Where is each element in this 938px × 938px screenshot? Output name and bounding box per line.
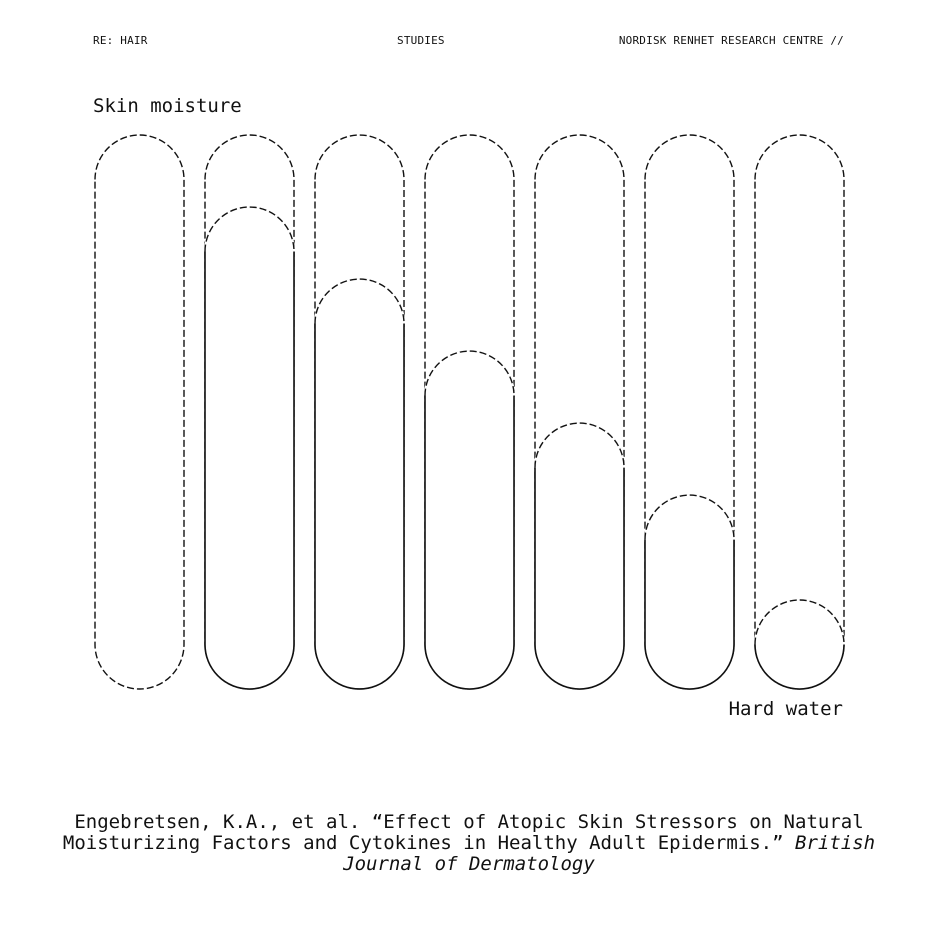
bar-value-5	[535, 423, 624, 689]
header-right: NORDISK RENHET RESEARCH CENTRE //	[618, 34, 844, 47]
citation-journal: British Journal of Dermatology	[343, 832, 876, 875]
bar-value-3	[315, 279, 404, 689]
bar-value-4	[425, 351, 514, 689]
bar-6	[645, 135, 734, 689]
bar-2	[205, 135, 294, 689]
bar-3	[315, 135, 404, 689]
citation-text: Engebretsen, K.A., et al. “Effect of Atopic Skin Stressors on Natural Moisturizing Factors and Cytokines in Healthy Adult Epidermis.”	[62, 811, 864, 854]
bar-1	[95, 135, 184, 689]
header-left: RE: HAIR	[93, 34, 148, 47]
bar-track-1	[95, 135, 184, 689]
citation	[60, 812, 878, 875]
header-center: STUDIES	[397, 34, 445, 47]
bar-7	[755, 135, 844, 689]
bar-5	[535, 135, 624, 689]
y-axis-label: Skin moisture	[93, 95, 242, 117]
x-axis-label: Hard water	[728, 698, 843, 720]
bar-value-2	[205, 207, 294, 689]
bar-value-6	[645, 495, 734, 689]
bar-4	[425, 135, 514, 689]
